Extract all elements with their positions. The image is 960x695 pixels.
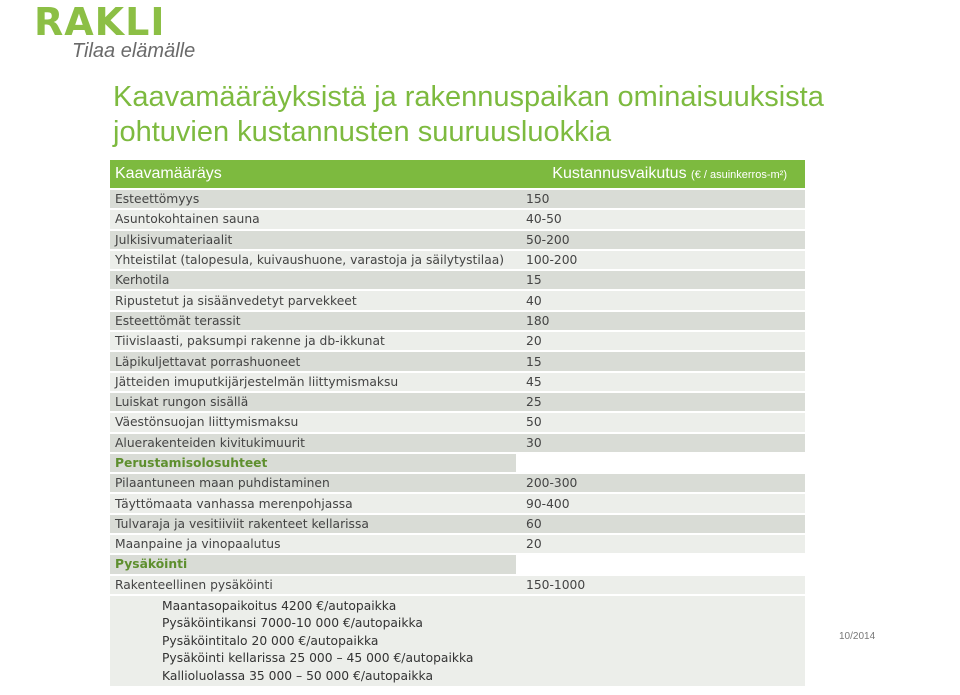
row-value: 180 (516, 312, 805, 330)
parking-detail-item: Pysäköintitalo 20 000 €/autopaikka (162, 633, 379, 648)
table-row (110, 332, 805, 350)
section-value-empty (516, 454, 805, 472)
parking-details-row (110, 596, 805, 686)
table-row (110, 352, 805, 370)
parking-detail-item: Kallioluolassa 35 000 – 50 000 €/autopaikka (162, 668, 433, 683)
row-value: 90-400 (516, 494, 805, 512)
parking-detail-item: Maantasopaikoitus 4200 €/autopaikka (162, 598, 397, 613)
row-label: Julkisivumateriaalit (110, 231, 516, 249)
row-label: Rakenteellinen pysäköinti (110, 576, 516, 594)
rakli-logo (34, 2, 214, 62)
header-kustannusvaikutus-label: Kustannusvaikutus (552, 165, 687, 182)
row-value: 150-1000 (516, 576, 805, 594)
row-label: Täyttömaata vanhassa merenpohjassa (110, 494, 516, 512)
row-value: 40 (516, 291, 805, 309)
logo-wordmark: RAKLI (34, 0, 166, 44)
row-value: 20 (516, 535, 805, 553)
table-row (110, 535, 805, 553)
table-row (110, 251, 805, 269)
header-unit: (€ / asuinkerros-m²) (691, 169, 787, 181)
table-header-row (110, 160, 805, 188)
row-label: Ripustetut ja sisäänvedetyt parvekkeet (110, 291, 516, 309)
header-kaavamaarays: Kaavamääräys (110, 160, 516, 188)
cost-table (110, 158, 805, 688)
row-value: 100-200 (516, 251, 805, 269)
row-label: Maanpaine ja vinopaalutus (110, 535, 516, 553)
logo-tagline: Tilaa elämälle (72, 40, 196, 62)
row-label: Tulvaraja ja vesitiiviit rakenteet kellarissa (110, 515, 516, 533)
row-value: 45 (516, 373, 805, 391)
row-value: 60 (516, 515, 805, 533)
table-row (110, 515, 805, 533)
slide-title-line1: Kaavamääräyksistä ja rakennuspaikan ominaisuuksista (113, 81, 824, 113)
table-row (110, 231, 805, 249)
parking-detail-item: Pysäköintikansi 7000-10 000 €/autopaikka (162, 616, 423, 631)
row-label: Luiskat rungon sisällä (110, 393, 516, 411)
row-label: Asuntokohtainen sauna (110, 210, 516, 228)
table-row (110, 494, 805, 512)
table-row (110, 576, 805, 594)
section-value-empty (516, 555, 805, 573)
row-label: Väestönsuojan liittymismaksu (110, 413, 516, 431)
table-row (110, 210, 805, 228)
row-label: Tiivislaasti, paksumpi rakenne ja db-ikkunat (110, 332, 516, 350)
row-label: Esteettömät terassit (110, 312, 516, 330)
row-value: 150 (516, 190, 805, 208)
footer-date: 10/2014 (839, 631, 876, 642)
row-value: 20 (516, 332, 805, 350)
table-row (110, 373, 805, 391)
row-value: 50 (516, 413, 805, 431)
table-row (110, 474, 805, 492)
row-value: 30 (516, 434, 805, 452)
table-row (110, 271, 805, 289)
row-label: Läpikuljettavat porrashuoneet (110, 352, 516, 370)
slide-title-line2: johtuvien kustannusten suuruusluokkia (113, 116, 612, 148)
slide-title (113, 80, 873, 150)
row-value: 40-50 (516, 210, 805, 228)
table-row (110, 393, 805, 411)
row-value: 25 (516, 393, 805, 411)
section-heading: Pysäköinti (110, 555, 516, 573)
table-row (110, 312, 805, 330)
table-row (110, 434, 805, 452)
row-value: 50-200 (516, 231, 805, 249)
row-label: Yhteistilat (talopesula, kuivaushuone, varastoja ja säilytystilaa) (110, 251, 516, 269)
parking-detail-item: Pysäköinti kellarissa 25 000 – 45 000 €/autopaikka (162, 651, 474, 666)
table-row (110, 190, 805, 208)
table-row (110, 291, 805, 309)
section-heading: Perustamisolosuhteet (110, 454, 516, 472)
row-label: Esteettömyys (110, 190, 516, 208)
row-label: Kerhotila (110, 271, 516, 289)
row-label: Pilaantuneen maan puhdistaminen (110, 474, 516, 492)
table-row (110, 413, 805, 431)
parking-details-cell (110, 596, 805, 686)
row-value: 15 (516, 271, 805, 289)
row-label: Jätteiden imuputkijärjestelmän liittymismaksu (110, 373, 516, 391)
parking-details-list (115, 598, 805, 686)
section-row (110, 454, 805, 472)
section-row (110, 555, 805, 573)
row-value: 200-300 (516, 474, 805, 492)
row-label: Aluerakenteiden kivitukimuurit (110, 434, 516, 452)
header-kustannusvaikutus (516, 160, 805, 188)
row-value: 15 (516, 352, 805, 370)
